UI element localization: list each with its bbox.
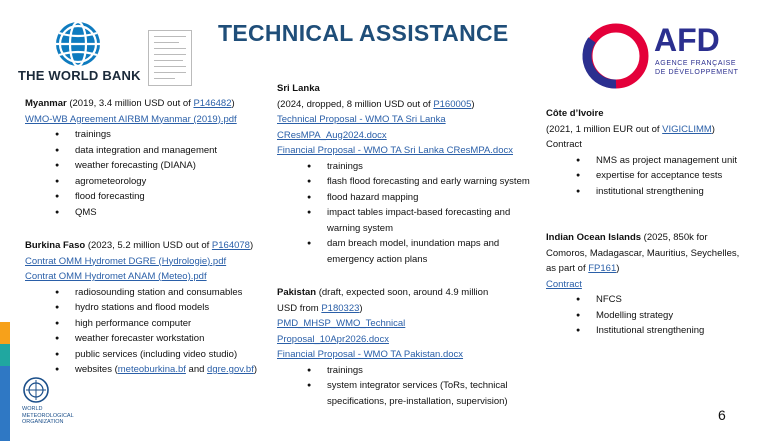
list-item: ● weather forecaster workstation: [55, 331, 270, 347]
burkina-heading: Burkina Faso (2023, 5.2 million USD out of P164078): [25, 240, 254, 251]
list-item: ● flood forecasting: [55, 189, 270, 205]
wmo-wordmark: WORLD METEOROLOGICAL ORGANIZATION: [22, 406, 74, 425]
srilanka-technical-proposal-link-cont[interactable]: CResMPA_Aug2024.docx: [277, 129, 387, 141]
accent-bar-teal: [0, 344, 10, 366]
list-item: ● system integrator services (ToRs, technical specifications, pre-installation, supervision): [307, 378, 532, 409]
accent-bar-orange: [0, 322, 10, 344]
srilanka-list: [277, 159, 532, 268]
cotedivoire-contract-label: Contract: [546, 139, 582, 150]
slide-title: TECHNICAL ASSISTANCE: [218, 20, 509, 46]
cotedivoire-list: [546, 153, 761, 200]
page-number: 6: [718, 407, 726, 423]
list-item: ● data integration and management: [55, 143, 270, 159]
srilanka-heading: Sri Lanka: [277, 83, 320, 94]
list-item: ● QMS: [55, 205, 270, 221]
list-item: ● radiosounding station and consumables: [55, 285, 270, 301]
list-item: ● institutional strengthening: [576, 184, 761, 200]
myanmar-list: [25, 127, 270, 220]
column-right: Côte d’Ivoire (2021, 1 million EUR out of VIGICLIMM) Contract ● NMS as project management unit ● expertise for acceptance tests ● institutional strengthening Indian Ocean Islands (2025, 850k for Comoros, Madagascar, Mauritius, Seychelles, as part of FP161) Contract ● NFCS ● Modelling strategy ● Institutional strengthening: [546, 106, 761, 339]
list-item: ● NFCS: [576, 292, 761, 308]
column-middle: Sri Lanka (2024, dropped, 8 million USD out of P160005) Technical Proposal - WMO TA Sri Lanka CResMPA_Aug2024.docx Financial Proposal - WMO TA Sri Lanka CResMPA.docx ● trainings ● flash flood forecasting and early warning system ● flood hazard mapping ● impact tables impact-based forecasting and warning system ● dam breach model, inundation maps and emergency action plans Pakistan (draft, expected soon, around 4.9 million USD from P180323) PMD_MHSP_WMO_Technical Proposal_10Apr2026.docx Financial Proposal - WMO TA Pakistan.docx ● trainings ● system integrator services (ToRs, technical specifications, pre-installation, supervision): [277, 81, 532, 409]
indian-ocean-list: [546, 292, 761, 339]
list-item: ● trainings: [307, 363, 532, 379]
fp161-link[interactable]: FP161: [588, 263, 617, 274]
afd-subtitle-line1: AGENCE FRANÇAISE: [655, 60, 737, 67]
myanmar-heading: Myanmar (2019, 3.4 million USD out of P146482): [25, 98, 235, 109]
list-item: ● dam breach model, inundation maps and emergency action plans: [307, 236, 532, 267]
document-thumbnail-icon: [148, 30, 192, 86]
cotedivoire-heading: Côte d’Ivoire: [546, 108, 604, 119]
list-item: ● high performance computer: [55, 316, 270, 332]
list-item: ● impact tables impact-based forecasting and warning system: [307, 205, 532, 236]
dgre-link[interactable]: dgre.gov.bf: [207, 364, 254, 375]
vigiclimm-link[interactable]: VIGICLIMM: [662, 123, 712, 135]
indian-ocean-heading: Indian Ocean Islands (2025, 850k for: [546, 232, 708, 243]
burkina-list: [25, 285, 270, 378]
pakistan-financial-proposal-link[interactable]: Financial Proposal - WMO TA Pakistan.docx: [277, 349, 464, 360]
meteoburkina-link[interactable]: meteoburkina.bf: [117, 364, 186, 375]
list-item: ● Modelling strategy: [576, 308, 761, 324]
world-bank-wordmark: THE WORLD BANK: [18, 68, 141, 83]
list-item: ● weather forecasting (DIANA): [55, 158, 270, 174]
pakistan-heading: Pakistan (draft, expected soon, around 4.9 million: [277, 287, 489, 298]
list-item: ● websites (meteoburkina.bf and dgre.gov.bf): [55, 362, 270, 378]
pakistan-project-link[interactable]: P180323: [321, 302, 360, 314]
list-item: ● trainings: [307, 159, 532, 175]
burkina-dgre-contract-link[interactable]: Contrat OMM Hydromet DGRE (Hydrologie).pdf: [25, 255, 227, 267]
wmo-emblem-icon: [22, 376, 50, 404]
srilanka-technical-proposal-link[interactable]: Technical Proposal - WMO TA Sri Lanka: [277, 114, 446, 125]
afd-wordmark: AFD: [654, 22, 720, 58]
pakistan-technical-proposal-link-cont[interactable]: Proposal_10Apr2026.docx: [277, 333, 389, 345]
list-item: ● expertise for acceptance tests: [576, 168, 761, 184]
afd-subtitle-line2: DE DÉVELOPPEMENT: [655, 69, 739, 76]
list-item: ● flash flood forecasting and early warning system: [307, 174, 532, 190]
list-item: ● hydro stations and flood models: [55, 300, 270, 316]
column-left: [25, 96, 270, 378]
list-item: ● Institutional strengthening: [576, 323, 761, 339]
indian-ocean-contract-link[interactable]: Contract: [546, 278, 582, 290]
srilanka-project-link[interactable]: P160005: [433, 98, 472, 110]
myanmar-agreement-link[interactable]: WMO-WB Agreement AIRBM Myanmar (2019).pdf: [25, 113, 237, 125]
srilanka-financial-proposal-link[interactable]: Financial Proposal - WMO TA Sri Lanka CResMPA.docx: [277, 145, 513, 156]
pakistan-technical-proposal-link[interactable]: PMD_MHSP_WMO_Technical: [277, 318, 406, 329]
burkina-anam-contract-link[interactable]: Contrat OMM Hydromet ANAM (Meteo).pdf: [25, 271, 207, 282]
pakistan-list: [277, 363, 532, 410]
list-item: ● flood hazard mapping: [307, 190, 532, 206]
list-item: ● NMS as project management unit: [576, 153, 761, 169]
list-item: ● trainings: [55, 127, 270, 143]
myanmar-project-link[interactable]: P146482: [193, 98, 232, 109]
list-item: ● public services (including video studio): [55, 347, 270, 363]
accent-bar-blue: [0, 366, 10, 441]
burkina-project-link[interactable]: P164078: [211, 240, 250, 251]
list-item: ● agrometeorology: [55, 174, 270, 190]
